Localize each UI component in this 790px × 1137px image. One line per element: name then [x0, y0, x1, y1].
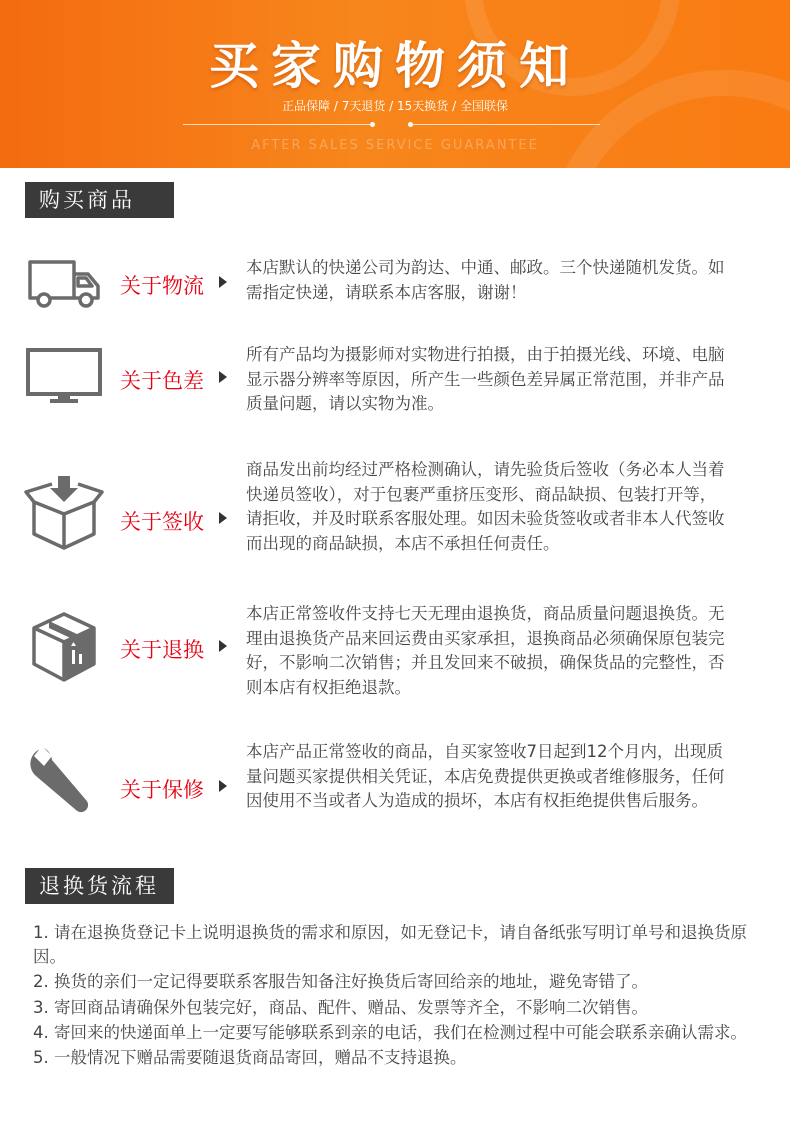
info-row-warranty	[0, 738, 790, 848]
banner-subtitle: 正品保障 / 7天退货 / 15天换货 / 全国联保	[282, 99, 508, 113]
package-receive-icon	[22, 472, 106, 556]
caret-right-icon	[219, 512, 227, 524]
row-text-logistics: 本店默认的快递公司为韵达、中通、邮政。三个快递随机发货。如需指定快递，请联系本店客服，谢谢！	[246, 258, 725, 302]
row-label-receiving: 关于签收	[120, 510, 204, 534]
package-exchange-icon	[22, 608, 106, 692]
row-label-warranty: 关于保修	[120, 778, 204, 802]
info-row-returns	[0, 600, 790, 710]
row-text-returns: 本店正常签收件支持七天无理由退换货，商品质量问题退换货。无理由退换货产品来回运费由买家承担，退换商品必须确保原包装完好，不影响二次销售；并且发回来不破损，确保货品的完整性，否则本店有权拒绝退款。	[246, 604, 725, 697]
section-title-return-process: 退换货流程	[25, 868, 174, 904]
banner	[0, 0, 790, 168]
row-label-returns: 关于退换	[120, 638, 204, 662]
list-item: 2. 换货的亲们一定记得要联系客服告知备注好换货后寄回给亲的地址，避免寄错了。	[33, 972, 648, 992]
caret-right-icon	[219, 640, 227, 652]
row-text-color-difference: 所有产品均为摄影师对实物进行拍摄，由于拍摄光线、环境、电脑显示器分辨率等原因，所产生一些颜色差异属正常范围，并非产品质量问题，请以实物为准。	[246, 345, 725, 413]
list-item: 5. 一般情况下赠品需要随退货商品寄回，赠品不支持退换。	[33, 1048, 467, 1068]
list-item: 1. 请在退换货登记卡上说明退换货的需求和原因，如无登记卡，请自备纸张写明订单号和退换货原因。	[33, 923, 747, 967]
caret-right-icon	[219, 371, 227, 383]
return-process-list	[33, 921, 753, 1071]
row-text-warranty: 本店产品正常签收的商品，自买家签收7日起到12个月内，出现质量问题买家提供相关凭证，本店免费提供更换或者维修服务，任何因使用不当或者人为造成的损坏，本店有权拒绝提供售后服务。	[246, 742, 725, 810]
list-item: 4. 寄回来的快递面单上一定要写能够联系到亲的电话，我们在检测过程中可能会联系亲确认需求。	[33, 1022, 747, 1042]
info-row-logistics	[0, 242, 790, 322]
monitor-icon	[22, 338, 106, 422]
banner-english-caption: AFTER SALES SERVICE GUARANTEE	[251, 138, 539, 153]
info-row-color-difference	[0, 338, 790, 428]
info-row-receiving	[0, 458, 790, 588]
banner-divider-dot	[370, 122, 375, 127]
list-item: 3. 寄回商品请确保外包装完好，商品、配件、赠品、发票等齐全，不影响二次销售。	[33, 997, 648, 1017]
section-title-purchase: 购买商品	[25, 182, 174, 218]
row-label-logistics: 关于物流	[120, 274, 204, 298]
wrench-icon	[22, 738, 106, 822]
caret-right-icon	[219, 276, 227, 288]
banner-divider-left	[183, 124, 371, 125]
page-title: 买家购物须知	[209, 37, 581, 95]
caret-right-icon	[219, 780, 227, 792]
banner-divider-right	[412, 124, 600, 125]
delivery-truck-icon	[22, 242, 106, 326]
row-text-receiving: 商品发出前均经过严格检测确认，请先验货后签收（务必本人当着快递员签收），对于包裹严重挤压变形、商品缺损、包装打开等，请拒收，并及时联系客服处理。如因未验货签收或者非本人代签收而出现的商品缺损，本店不承担任何责任。	[246, 460, 725, 553]
row-label-color-difference: 关于色差	[120, 369, 204, 393]
